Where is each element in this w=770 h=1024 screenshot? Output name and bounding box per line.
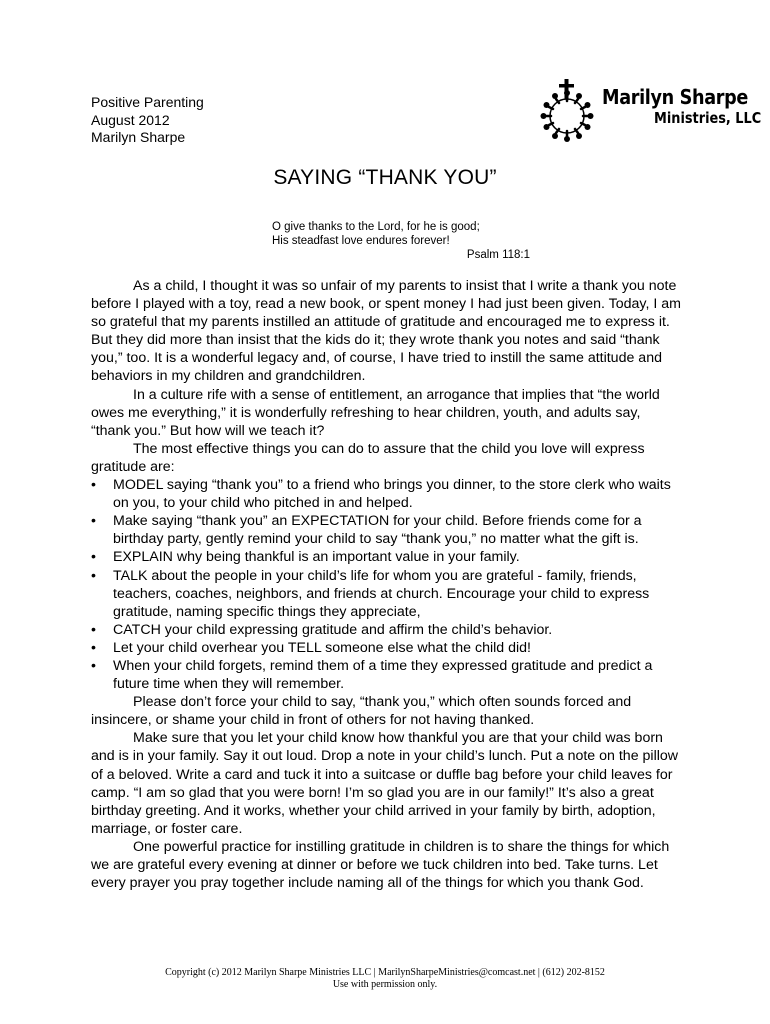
bullet-marker: • [91, 657, 96, 674]
list-item [91, 476, 681, 512]
bullet-marker: • [91, 639, 96, 656]
epigraph-line: His steadfast love endures forever! [272, 235, 450, 247]
footer-copyright: Copyright (c) 2012 Marilyn Sharpe Ministries LLC | MarilynSharpeMinistries@comcast.net | (612) 202-8152 [165, 967, 605, 978]
page-footer [0, 967, 770, 991]
list-item-text: Make saying “thank you” an EXPECTATION for your child. Before friends come for a birthday party, gently remind your child to say “thank you,” no matter what the gift is. [113, 513, 642, 548]
cross-circle-of-people-icon [536, 78, 600, 142]
header-author: Marilyn Sharpe [91, 129, 186, 145]
bullet-marker: • [91, 621, 96, 638]
paragraph: Make sure that you let your child know how thankful you are that your child was born and is in your family. Say it out loud. Drop a note in your child’s lunch. Put a note on the pillow of a beloved. Write a card and tuck it into a suitcase or duffle bag before your child leaves for camp. “I am so glad that you were born! I’m so glad you are in our family!” It’s also a great birthday greeting. And it works, whether your child arrived in your family by birth, adoption, marriage, or foster care. [91, 730, 679, 837]
list-item [91, 639, 681, 657]
list-item-text: MODEL saying “thank you” to a friend who brings you dinner, to the store clerk who waits on you, to your child who pitched in and helped. [113, 477, 671, 512]
bullet-marker: • [91, 549, 96, 566]
paragraph: In a culture rife with a sense of entitlement, an arrogance that implies that “the world owes me everything,” it is wonderfully refreshing to hear children, youth, and adults say, “thank you.” But how will we teach it? [91, 386, 660, 439]
list-item [91, 548, 681, 566]
list-item [91, 512, 681, 548]
paragraph: The most effective things you can do to assure that the child you love will express gratitude are: [91, 440, 645, 475]
epigraph [272, 220, 530, 262]
list-item-text: When your child forgets, remind them of a time they expressed gratitude and predict a future time when they will remember. [113, 657, 653, 693]
list-item [91, 657, 681, 693]
list-item-text: Let your child overhear you TELL someone else what the child did! [113, 639, 531, 656]
ministry-logo [536, 78, 762, 142]
list-item-text: CATCH your child expressing gratitude and affirm the child’s behavior. [113, 621, 553, 638]
article-body [91, 277, 681, 892]
bullet-marker: • [91, 513, 96, 530]
header-meta [91, 94, 204, 147]
list-item-text: EXPLAIN why being thankful is an important value in your family. [113, 549, 520, 566]
header-date: August 2012 [91, 111, 170, 128]
epigraph-line: O give thanks to the Lord, for he is good; [272, 221, 480, 233]
header-topic: Positive Parenting [91, 94, 204, 110]
footer-permission: Use with permission only. [332, 979, 438, 990]
page-title: SAYING “THANK YOU” [273, 166, 497, 189]
epigraph-citation: Psalm 118:1 [466, 249, 530, 261]
list-item-text: TALK about the people in your child’s life for whom you are grateful - family, friends, teachers, coaches, neighbors, and friends at church. Encourage your child to express gratitude, naming specific things they appreciate, [113, 567, 650, 620]
bullet-marker: • [91, 567, 96, 584]
logo-subname: Ministries, LLC [654, 109, 762, 127]
logo-name: Marilyn Sharpe [602, 85, 749, 109]
bullet-list [91, 476, 681, 693]
bullet-marker: • [91, 477, 96, 494]
list-item [91, 567, 681, 621]
paragraph: One powerful practice for instilling gratitude in children is to share the things for which we are grateful every evening at dinner or before we tuck children into bed. Take turns. Let every prayer you pray together include naming all of the things for which you thank God. [91, 838, 670, 892]
paragraph: Please don’t force your child to say, “thank you,” which often sounds forced and insincere, or shame your child in front of others for not having thanked. [91, 694, 632, 729]
list-item [91, 621, 681, 639]
paragraph: As a child, I thought it was so unfair of my parents to insist that I write a thank you note before I played with a toy, read a new book, or spent money I had just been given. Today, I am so grateful that my parents instilled an attitude of gratitude and encouraged me to express it. But they did more than insist that the kids do it; they wrote thank you notes and said “thank you,” too. It is a wonderful legacy and, of course, I have tried to instill the same attitude and behaviors in my children and grandchildren. [91, 278, 681, 385]
